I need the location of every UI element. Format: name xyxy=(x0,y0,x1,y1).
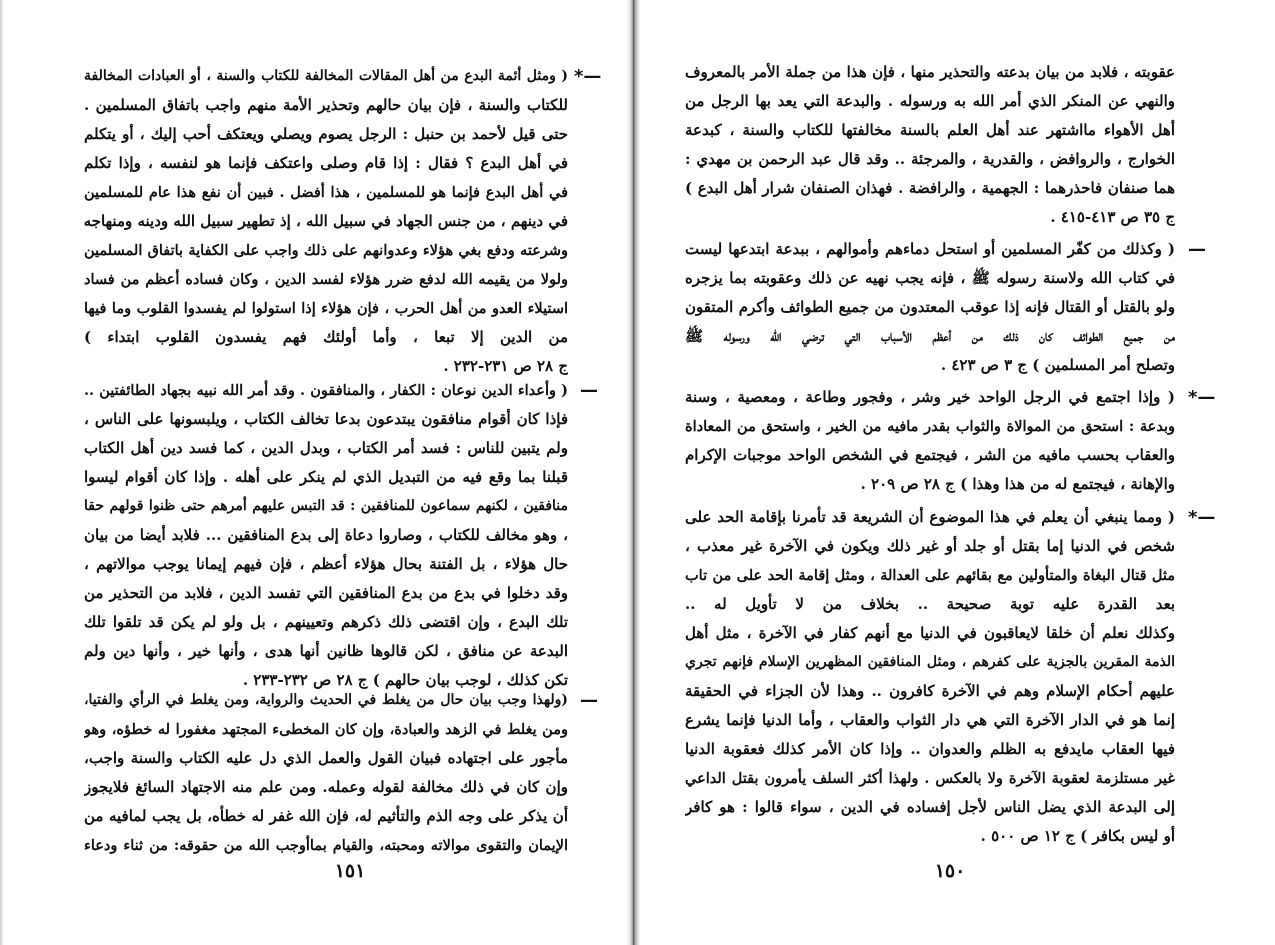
text-line: مثل قتال البغاة والمتأولين مع بقائهم على العدالة ، ومثل إقامة الحد على من تاب xyxy=(685,567,1175,584)
text-line: ، وهو مخالف للكتاب ، وصاروا دعاة إلى بدع المنافقين ... فلابد أيضا من بيان xyxy=(84,526,568,544)
text-line: للكتاب والسنة ، فإن بيان حالهم وتحذير الأمة منهم واجب باتفاق المسلمين . xyxy=(84,96,568,114)
text-line: الذمة المقرين بالجزية على كفرهم ، ومثل المنافقين المظهرين الإسلام فإنهم تجري xyxy=(685,654,1175,670)
citation: أو ليس بكافر ) ج ١٢ ص ٥٠٠ . xyxy=(980,827,1175,845)
text-line: في أهل البدع ؟ فقال : إذا قام وصلى واعتكف فإنما هو لنفسه ، وإذا تكلم xyxy=(84,154,568,172)
text-line: أن يذكر على وجه الذم والتأثيم له، فإن الله غفر له خطأه، بل يجب لمافيه من xyxy=(84,807,568,825)
text-line: وكذلك نعلم أن خلقا لايعاقبون في الدنيا مع أنهم كفار في الآخرة ، مثل أهل xyxy=(685,624,1175,642)
text-line: وبدعة : استحق من الموالاة والثواب بقدر مافيه من الخير ، واستحق من المعاداة xyxy=(685,418,1175,435)
text-line: وشرعته ودفع بغي هؤلاء وعدوانهم على ذلك واجب على الكفاية باتفاق المسلمين xyxy=(84,242,568,259)
page-151 xyxy=(0,0,626,945)
text-line: هما صنفان فاحذرهما : الجهمية ، والرافضة . فهذان الصنفان شرار أهل البدع ) xyxy=(685,179,1175,197)
citation: والإهانة ، فيجتمع له من هذا وهذا ) ج ٢٨ ص ٢٠٩ . xyxy=(860,475,1175,493)
text-line: فيها العقاب مايدفع به الظلم والعدوان .. وإذا كان الأمر كذلك فعقوبة الدنيا xyxy=(685,740,1175,758)
text-line: والنهي عن المنكر الذي أمر الله به ورسوله . والبدعة التي يعد بها الرجل من xyxy=(685,92,1175,110)
text-line: غير مستلزمة لعقوبة الآخرة ولا بالعكس . ولهذا أكثر السلف يأمرون بقتل الداعي xyxy=(685,770,1175,787)
text-line: وإن كان في ذلك مخالفة لقوله وعمله. ومن علم منه الاجتهاد السائغ فلايجوز xyxy=(84,778,568,796)
paragraph xyxy=(685,383,1175,499)
text-line: من جميع الطوائف كان ذلك من أعظم الأسباب التي ترضي الله ورسوله ﷺ xyxy=(685,327,1175,345)
text-line: تكن كذلك ، لوجب بيان حالهم ) ج ٢٨ ص ٢٣٢-٢٣٣ . xyxy=(242,671,568,689)
text-line: ولولا من يقيمه الله لدفع ضرر هؤلاء لفسد الدين ، وكان فساده أعظم من فساد xyxy=(84,271,568,288)
text-line: بعد القدرة عليه توبة صحيحة .. بخلاف من لا تأويل له .. xyxy=(685,595,1175,613)
citation: ج ٣٥ ص ٤١٣-٤١٥ . xyxy=(1050,208,1175,226)
paragraph xyxy=(84,686,568,860)
text-line: أهل الأهواء مااشتهر عند أهل العلم بالسنة مخالفتها للكتاب والسنة ، كبدعة xyxy=(685,121,1175,139)
text-line: ومن يغلط في الزهد والعبادة، وإن كان المخطىء المجتهد مغفورا له خطؤه، وهو xyxy=(84,721,568,738)
text-line: مأجور على اجتهاده فبيان القول والعمل الذي دل عليه الكتاب والسنة واجب، xyxy=(84,749,568,767)
text-line: من الدين إلا تبعا ، وأما أولئك فهم يفسدون القلوب ابتداء ) xyxy=(84,328,568,346)
citation: وتصلح أمر المسلمين ) ج ٣ ص ٤٢٣ . xyxy=(940,356,1175,374)
text-line: ( ومما ينبغي أن يعلم في هذا الموضوع أن الشريعة قد تأمرنا بإقامة الحد على xyxy=(685,508,1175,526)
text-line: شخص في الدنيا إما بقتل أو جلد أو غير ذلك ويكون في الآخرة غير معذب ، xyxy=(685,537,1175,555)
paragraph xyxy=(84,376,568,695)
page-number: ١٥٠ xyxy=(934,860,966,882)
text-line: حتى قيل لأحمد بن حنبل : الرجل يصوم ويصلي ويعتكف أحب إليك ، أو يتكلم xyxy=(84,125,568,143)
text-line: إنما هو في الدار الآخرة التي هي دار الثواب والعقاب ، وأما الدنيا فإنما يشرع xyxy=(685,711,1175,729)
paragraph xyxy=(84,62,568,381)
text-line: (ولهذا وجب بيان حال من يغلط في الحديث والرواية، ومن يغلط في الرأي والفتيا، xyxy=(84,692,568,708)
text-line: قبلنا بما وقع فيه من التبديل الذي لم ينكر على أهله . وإذا كان أقوام ليسوا xyxy=(84,468,568,486)
text-line: ولو بالقتل أو القتال فإنه إذا عوقب المعتدون من جميع الطوائف وأكرم المتقون xyxy=(685,298,1175,316)
book-spine xyxy=(626,0,640,945)
text-line: استيلاء العدو من أهل الحرب ، فإن هؤلاء إذا استولوا لم يفسدوا القلوب وما فيها xyxy=(84,300,568,317)
text-line: عقوبته ، فلابد من بيان بدعته والتحذير منها ، فإن هذا من جملة الأمر بالمعروف xyxy=(685,63,1175,81)
bullet-mark: *— xyxy=(1188,507,1216,528)
text-line: ( وإذا اجتمع في الرجل الواحد خير وشر ، وفجور وطاعة ، ومعصية ، وسنة xyxy=(685,388,1175,406)
text-line: في أهل البدع فإنما هو للمسلمين ، هذا أفضل . فبين أن نفع هذا عام للمسلمين xyxy=(84,184,568,201)
paragraph xyxy=(685,503,1175,851)
paragraph xyxy=(685,58,1175,232)
text-line: في دينهم ، من جنس الجهاد في سبيل الله ، إذ تطهير سبيل الله ودينه ومنهاجه xyxy=(84,212,568,230)
text-line: في كتاب الله ولاسنة رسوله ﷺ ، فإنه يجب نهيه عن ذلك وعقوبته بما يزجره xyxy=(685,269,1175,287)
citation: ج ٢٨ ص ٢٣١-٢٣٢ . xyxy=(443,357,568,375)
text-line: ولم يتبين للناس : فسد أمر الكتاب ، وبدل الدين ، كما فسد دين أهل الكتاب xyxy=(84,439,568,457)
bullet-mark: *— xyxy=(1188,387,1216,408)
dash-mark: — xyxy=(580,380,598,401)
dash-mark: — xyxy=(1188,239,1206,260)
text-line: البدعة عن منافق ، لكن قالوها ظانين أنها هدى ، وأنها خير ، وأنها دين ولم xyxy=(84,642,568,660)
page-number: ١٥١ xyxy=(334,860,366,882)
text-line: فإذا كان أقوام منافقون يبتدعون بدعا تخالف الكتاب ، ويلبسونها على الناس ، xyxy=(84,410,568,428)
text-line: ( ومثل أئمة البدع من أهل المقالات المخالفة للكتاب والسنة ، أو العبادات المخالفة xyxy=(84,68,568,84)
paragraph xyxy=(685,235,1175,380)
dash-mark: — xyxy=(580,690,598,711)
bullet-mark: *— xyxy=(574,66,602,87)
text-line: والعقاب بحسب مافيه من الشر ، فيجتمع في الشخص الواحد موجبات الإكرام xyxy=(685,446,1175,464)
text-line: منافقين ، لكنهم سماعون للمنافقين : قد التبس عليهم أمرهم حتى ظنوا قولهم حقا xyxy=(84,498,568,514)
text-line: تلك البدع ، وإن اقتضى ذلك ذكرهم وتعيينهم ، بل ولو لم يكن قد تلقوا تلك xyxy=(84,613,568,631)
text-line: حال هؤلاء ، بل الفتنة بحال هؤلاء أعظم ، فإن فيهم إيمانا يوجب موالاتهم ، xyxy=(84,555,568,573)
text-line: الخوارج ، والروافض ، والقدرية ، والمرجئة .. وقد قال عبد الرحمن بن مهدي : xyxy=(685,150,1175,168)
text-line: الإيمان والتقوى موالاته ومحبته، والقيام بماأوجب الله من حقوقه: من ثناء ودعاء xyxy=(84,837,568,854)
text-line: ( وأعداء الدين نوعان : الكفار ، والمنافقون . وقد أمر الله نبيه بجهاد الطائفتين .. xyxy=(84,382,568,399)
text-line: وقد دخلوا في بدع من بدع المنافقين التي تفسد الدين ، فلابد من التحذير من xyxy=(84,584,568,602)
page-150 xyxy=(640,0,1275,945)
text-line: إلى البدعة الذي يضل الناس لأجل إفساده في الدين ، سواء قالوا : هو كافر xyxy=(685,798,1175,816)
text-line: عليهم أحكام الإسلام وهم في الآخرة كافرون .. وهذا لأن الجزاء في الحقيقة xyxy=(685,682,1175,700)
text-line: ( وكذلك من كفّر المسلمين أو استحل دماءهم وأموالهم ، ببدعة ابتدعها ليست xyxy=(685,240,1175,258)
